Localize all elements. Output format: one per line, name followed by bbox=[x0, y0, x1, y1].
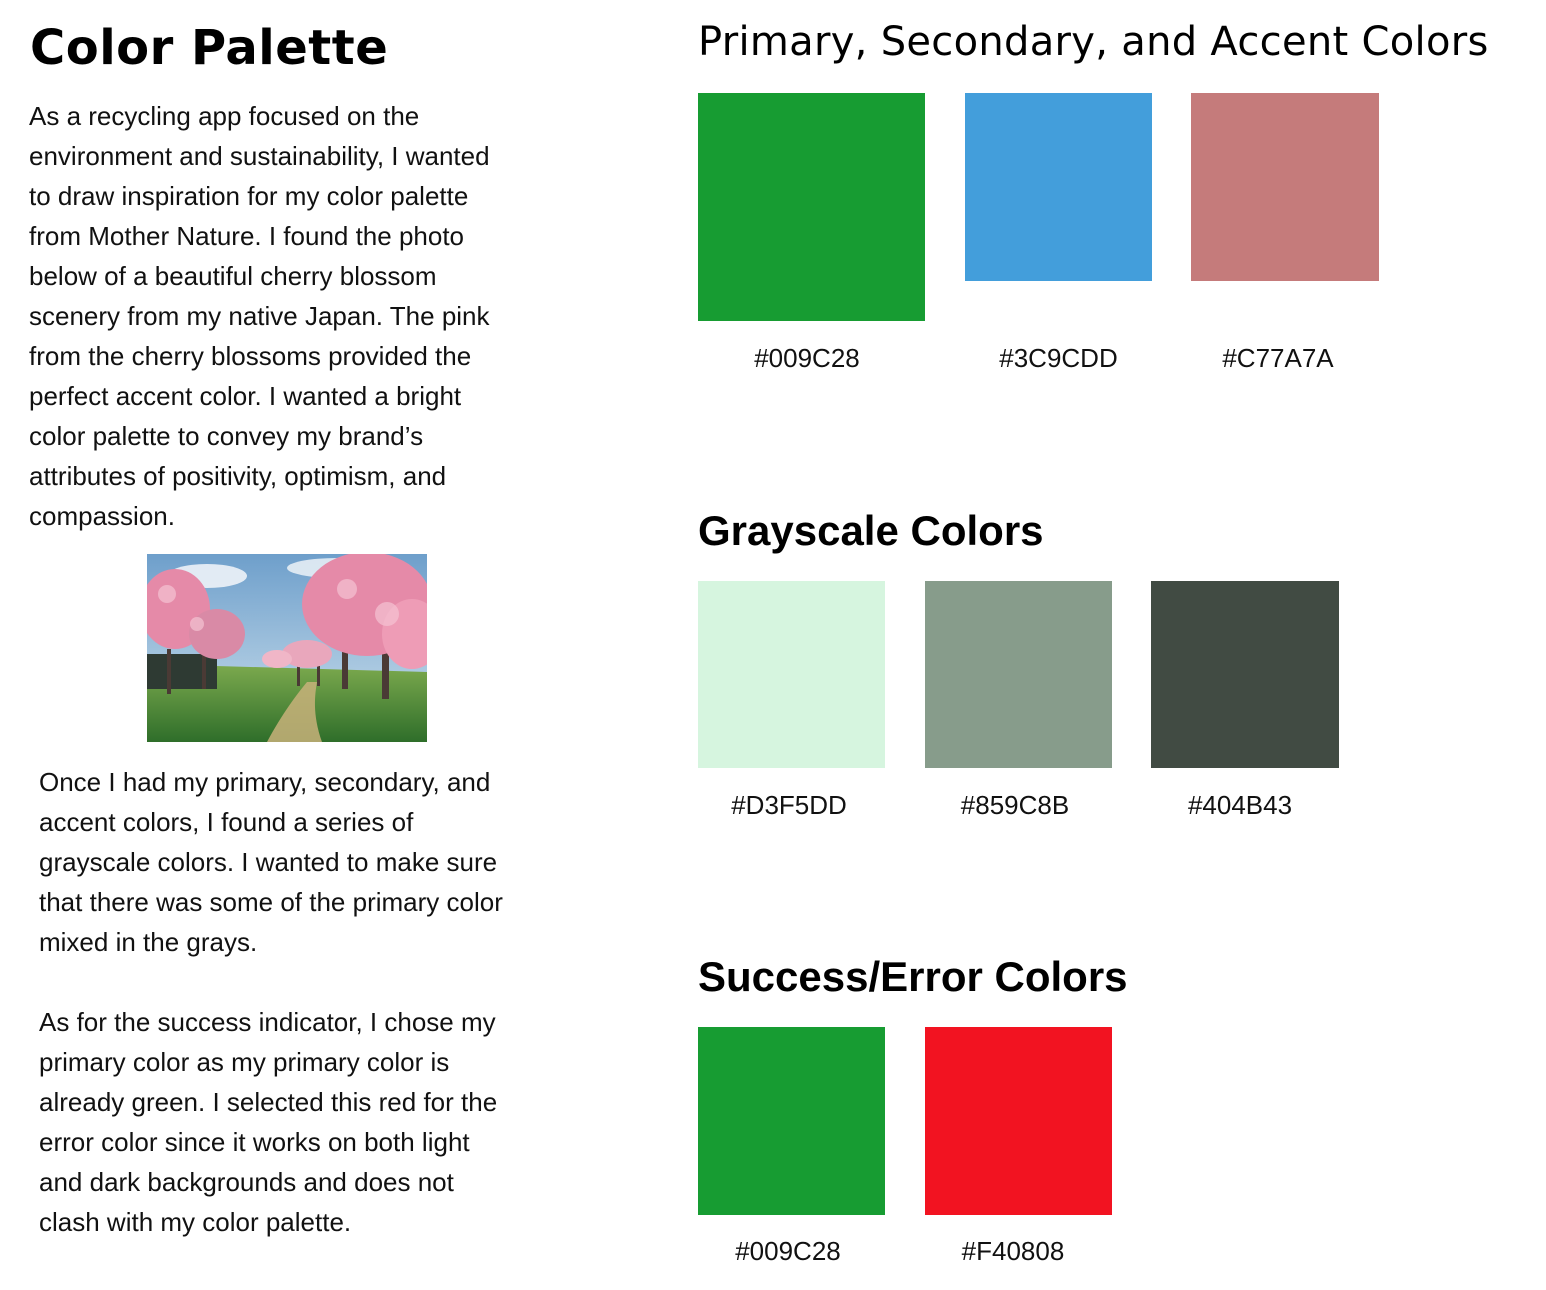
accent-color-hex: #C77A7A bbox=[1222, 343, 1334, 373]
status-paragraph: As for the success indicator, I chose my primary color as my primary color is already green. I selected this red for the error color since it works on both light and dark backgrounds and does not clash with my color palette. bbox=[39, 1007, 498, 1237]
success-color-hex: #009C28 bbox=[735, 1236, 841, 1266]
success-color-box bbox=[698, 1027, 885, 1215]
success-error-colors-heading: Success/Error Colors bbox=[698, 953, 1128, 1000]
gray-mid-color-box bbox=[925, 581, 1112, 768]
cherry-blossom-photo bbox=[147, 554, 427, 742]
primary-color-hex: #009C28 bbox=[754, 343, 860, 373]
grayscale-colors-heading: Grayscale Colors bbox=[698, 507, 1044, 554]
secondary-color-box bbox=[965, 93, 1152, 281]
swatch-accent bbox=[1191, 93, 1379, 373]
swatch-success bbox=[698, 1027, 885, 1272]
accent-color-box bbox=[1191, 93, 1379, 281]
swatch-error bbox=[925, 1027, 1112, 1272]
primary-colors-heading: Primary, Secondary, and Accent Colors bbox=[698, 19, 1489, 65]
gray-light-color-hex: #D3F5DD bbox=[731, 790, 847, 820]
error-color-box bbox=[925, 1027, 1112, 1215]
swatch-gray-dark bbox=[1151, 581, 1339, 821]
gray-mid-color-hex: #859C8B bbox=[960, 790, 1070, 820]
error-color-hex: #F40808 bbox=[961, 1236, 1065, 1266]
swatch-gray-mid bbox=[925, 581, 1112, 821]
page-title: Color Palette bbox=[30, 20, 389, 76]
swatch-primary bbox=[698, 93, 925, 373]
intro-paragraph: As a recycling app focused on the environment and sustainability, I wanted to draw inspiration for my color palette from Mother Nature. I found the photo below of a beautiful cherry blossom scenery from my native Japan. The pink from the cherry blossoms provided the perfect accent color. I wanted a bright color palette to convey my brand’s attributes of positivity, optimism, and compassion. bbox=[29, 101, 490, 531]
gray-light-color-box bbox=[698, 581, 885, 768]
primary-color-box bbox=[698, 93, 925, 321]
swatch-gray-light bbox=[698, 581, 885, 821]
gray-dark-color-hex: #404B43 bbox=[1187, 790, 1293, 820]
gray-dark-color-box bbox=[1151, 581, 1339, 768]
swatch-secondary bbox=[965, 93, 1152, 373]
secondary-color-hex: #3C9CDD bbox=[999, 343, 1118, 373]
grayscale-paragraph: Once I had my primary, secondary, and accent colors, I found a series of grayscale colors. I wanted to make sure that there was some of the primary color mixed in the grays. bbox=[39, 767, 503, 957]
